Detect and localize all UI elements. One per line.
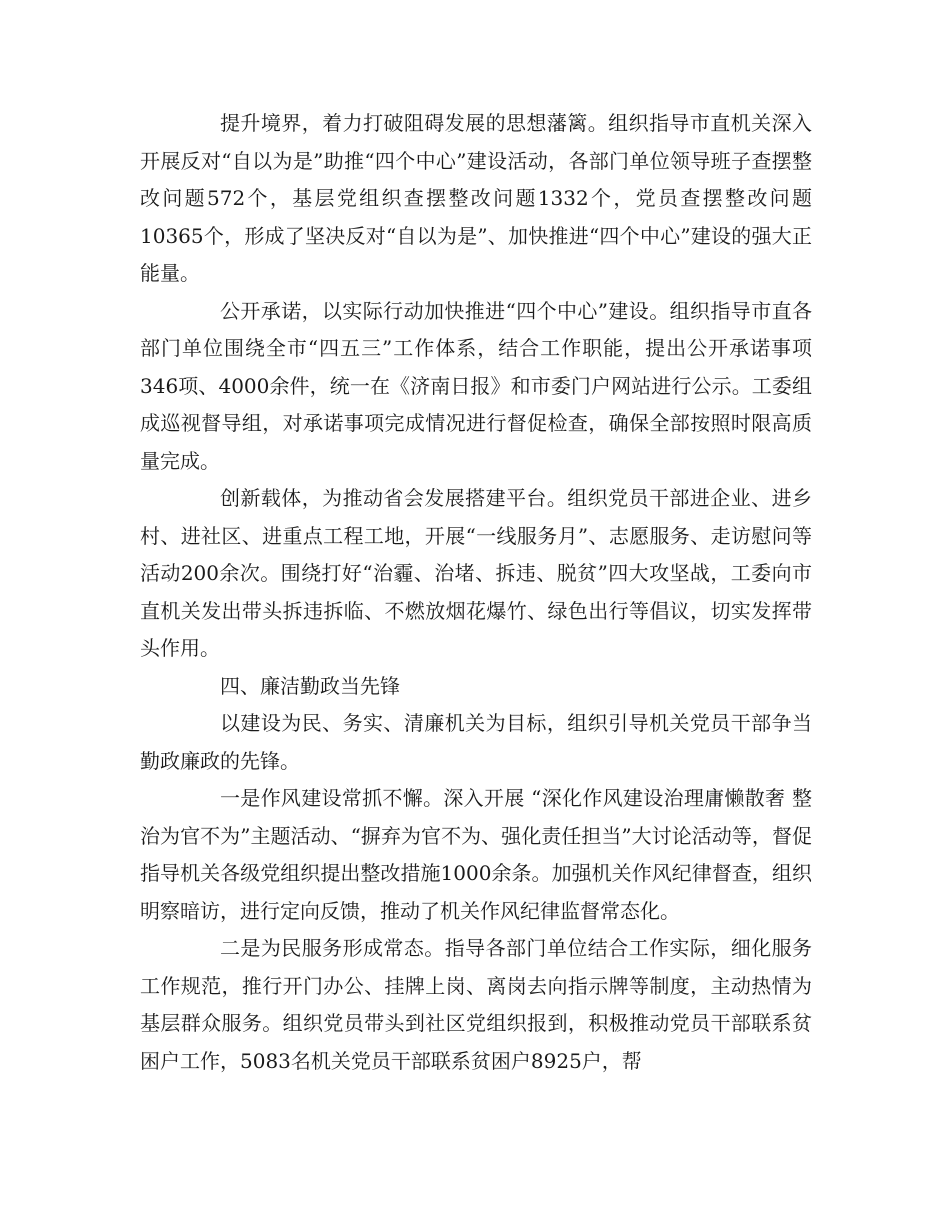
document-body: [140, 105, 812, 1080]
section-heading: 四、廉洁勤政当先锋: [220, 673, 400, 698]
paragraph-public-service: 二是为民服务形成常态。指导各部门单位结合工作实际，细化服务工作规范，推行开门办公、挂牌上岗、离岗去向指示牌等制度，主动热情为基层群众服务。组织党员带头到社区党组织报到，积极推动党员干部联系贫困户工作，5083名机关党员干部联系贫困户8925户，帮: [140, 936, 812, 1073]
paragraph-work-style: 一是作风建设常抓不懈。深入开展 “深化作风建设治理庸懒散奢 整治为官不为”主题活动、“摒弃为官不为、强化责任担当”大讨论活动等，督促指导机关各级党组织提出整改措施1000余条。加强机关作风纪律督查，组织明察暗访，进行定向反馈，推动了机关作风纪律监督常态化。: [140, 786, 812, 923]
paragraph-ideology: 提升境界，着力打破阻碍发展的思想藩篱。组织指导市直机关深入开展反对“自以为是”助推“四个中心”建设活动，各部门单位领导班子查摆整改问题572个，基层党组织查摆整改问题1332个，党员查摆整改问题10365个，形成了坚决反对“自以为是”、加快推进“四个中心”建设的强大正能量。: [140, 111, 812, 285]
paragraph-goal: 以建设为民、务实、清廉机关为目标，组织引导机关党员干部争当勤政廉政的先锋。: [140, 711, 812, 773]
paragraph-innovation-carrier: 创新载体，为推动省会发展搭建平台。组织党员干部进企业、进乡村、进社区、进重点工程工地，开展“一线服务月”、志愿服务、走访慰问等活动200余次。围绕打好“治霾、治堵、拆违、脱贫”四大攻坚战，工委向市直机关发出带头拆违拆临、不燃放烟花爆竹、绿色出行等倡议，切实发挥带头作用。: [140, 486, 812, 660]
paragraph-public-commitment: 公开承诺，以实际行动加快推进“四个中心”建设。组织指导市直各部门单位围绕全市“四五三”工作体系，结合工作职能，提出公开承诺事项346项、4000余件，统一在《济南日报》和市委门户网站进行公示。工委组成巡视督导组，对承诺事项完成情况进行督促检查，确保全部按照时限高质量完成。: [140, 298, 812, 473]
